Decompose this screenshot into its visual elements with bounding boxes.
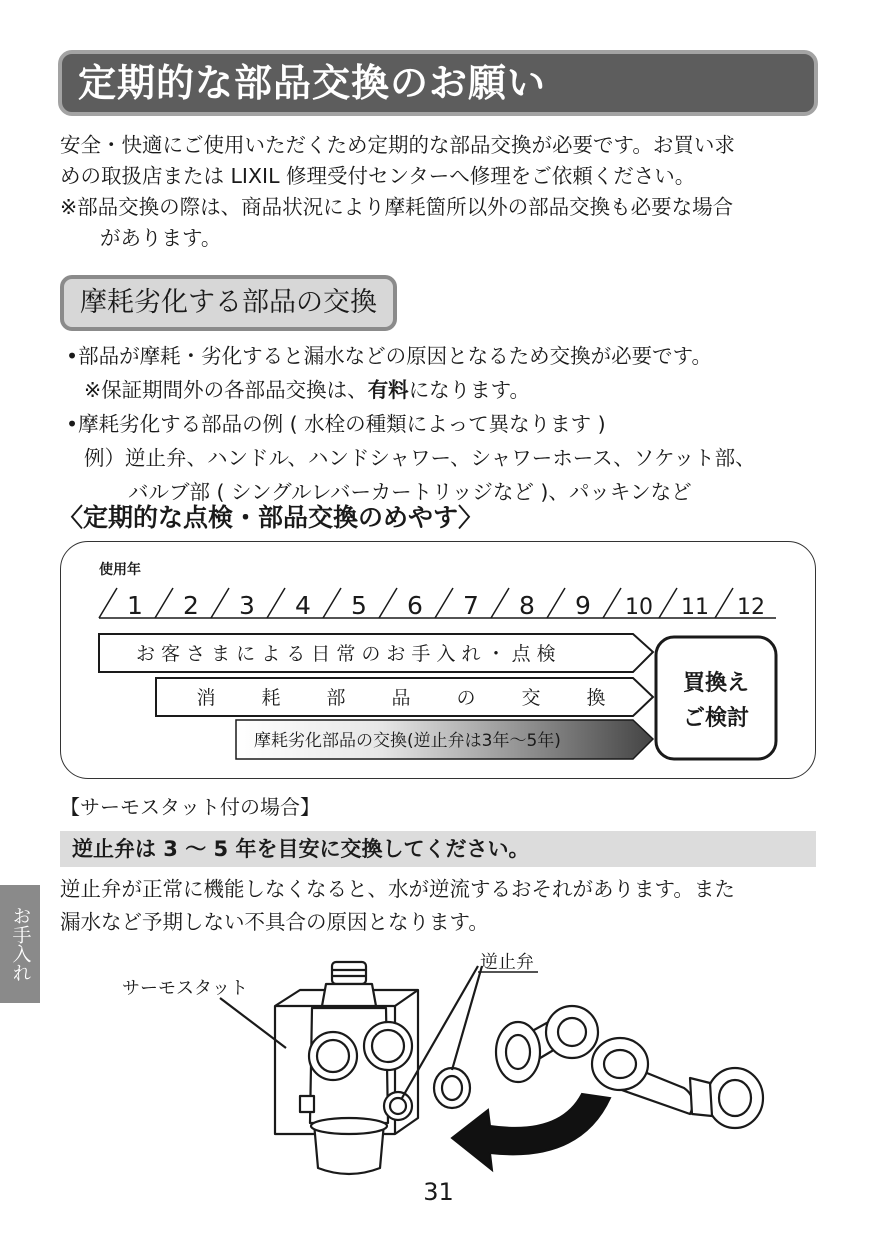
consumable-char: の [456, 687, 476, 709]
year-tick-label: 1 [127, 591, 143, 620]
year-scale [99, 588, 776, 620]
bullet-item: •部品が摩耗・劣化すると漏水などの原因となるため交換が必要です。 [66, 344, 712, 368]
schedule-heading: 〈定期的な点検・部品交換のめやす〉 [58, 503, 484, 532]
bullet-item: •摩耗劣化する部品の例 ( 水栓の種類によって異なります ) [66, 412, 606, 436]
year-tick-label: 10 [625, 595, 653, 620]
year-tick-label: 9 [575, 591, 591, 620]
year-divider [379, 588, 397, 618]
daily-care-label: お 客 さ ま に よ る 日 常 の お 手 入 れ ・ 点 検 [136, 643, 556, 665]
intro-line: めの取扱店または LIXIL 修理受付センターへ修理をご依頼ください。 [60, 164, 696, 188]
consumable-char: 換 [586, 687, 606, 709]
intro-text [60, 130, 820, 254]
year-tick-label: 8 [519, 591, 535, 620]
page-number: 31 [423, 1178, 454, 1206]
year-divider [211, 588, 229, 618]
section-title: 摩耗劣化する部品の交換 [60, 275, 397, 331]
year-divider [547, 588, 565, 618]
bullet-example: 例）逆止弁、ハンドル、ハンドシャワー、シャワーホース、ソケット部、 [84, 446, 756, 470]
move-arrow-icon [452, 1094, 610, 1170]
year-divider [491, 588, 509, 618]
thermostat-label: サーモスタット [122, 978, 248, 999]
bullet-note: ※保証期間外の各部品交換は、有料になります。 [84, 378, 531, 402]
schedule-svg [61, 542, 817, 780]
year-divider [99, 588, 117, 618]
year-divider [659, 588, 677, 618]
bullet-example: バルブ部 ( シングルレバーカートリッジなど )、パッキンなど [128, 480, 692, 504]
year-divider [435, 588, 453, 618]
years-label: 使用年 [99, 562, 141, 578]
intro-line: 安全・快適にご使用いただくため定期的な部品交換が必要です。お買い求 [60, 133, 735, 157]
check-valve-label: 逆止弁 [480, 952, 534, 973]
year-divider [715, 588, 733, 618]
schedule-diagram [60, 541, 816, 779]
year-tick-label: 4 [295, 591, 311, 620]
worn-parts-label: 摩耗劣化部品の交換(逆止弁は3年〜5年) [254, 731, 561, 751]
year-divider [603, 588, 621, 618]
year-tick-label: 5 [351, 591, 367, 620]
year-tick-label: 11 [681, 595, 709, 620]
side-tab-care[interactable]: お手入れ [0, 885, 40, 1003]
consumable-char: 交 [521, 687, 541, 709]
consumable-char: 部 [326, 687, 346, 709]
faucet-illustration [100, 948, 780, 1180]
highlight-bar: 逆止弁は 3 〜 5 年を目安に交換してください。 [60, 831, 816, 867]
consumable-char: 消 [196, 687, 216, 709]
consumable-char: 耗 [261, 687, 281, 709]
year-tick-label: 2 [183, 591, 199, 620]
intro-note: ※部品交換の際は、商品状況により摩耗箇所以外の部品交換も必要な場合 があります。 [60, 195, 734, 250]
replacement-box [656, 637, 776, 759]
year-tick-label: 12 [737, 595, 765, 620]
replacement-label-1: 買換え [682, 671, 750, 696]
year-divider [323, 588, 341, 618]
bullet-list [66, 339, 826, 509]
year-divider [267, 588, 285, 618]
year-divider [155, 588, 173, 618]
consumable-char: 品 [391, 687, 411, 709]
year-tick-label: 7 [463, 591, 479, 620]
year-tick-label: 6 [407, 591, 423, 620]
description: 逆止弁が正常に機能しなくなると、水が逆流するおそれがあります。また 漏水など予期しない不具合の原因となります。 [60, 877, 735, 934]
thermostat-heading: 【サーモスタット付の場合】 [60, 795, 320, 819]
year-tick-label: 3 [239, 591, 255, 620]
replacement-label-2: ご検討 [682, 706, 750, 731]
page-title: 定期的な部品交換のお願い [58, 50, 818, 116]
